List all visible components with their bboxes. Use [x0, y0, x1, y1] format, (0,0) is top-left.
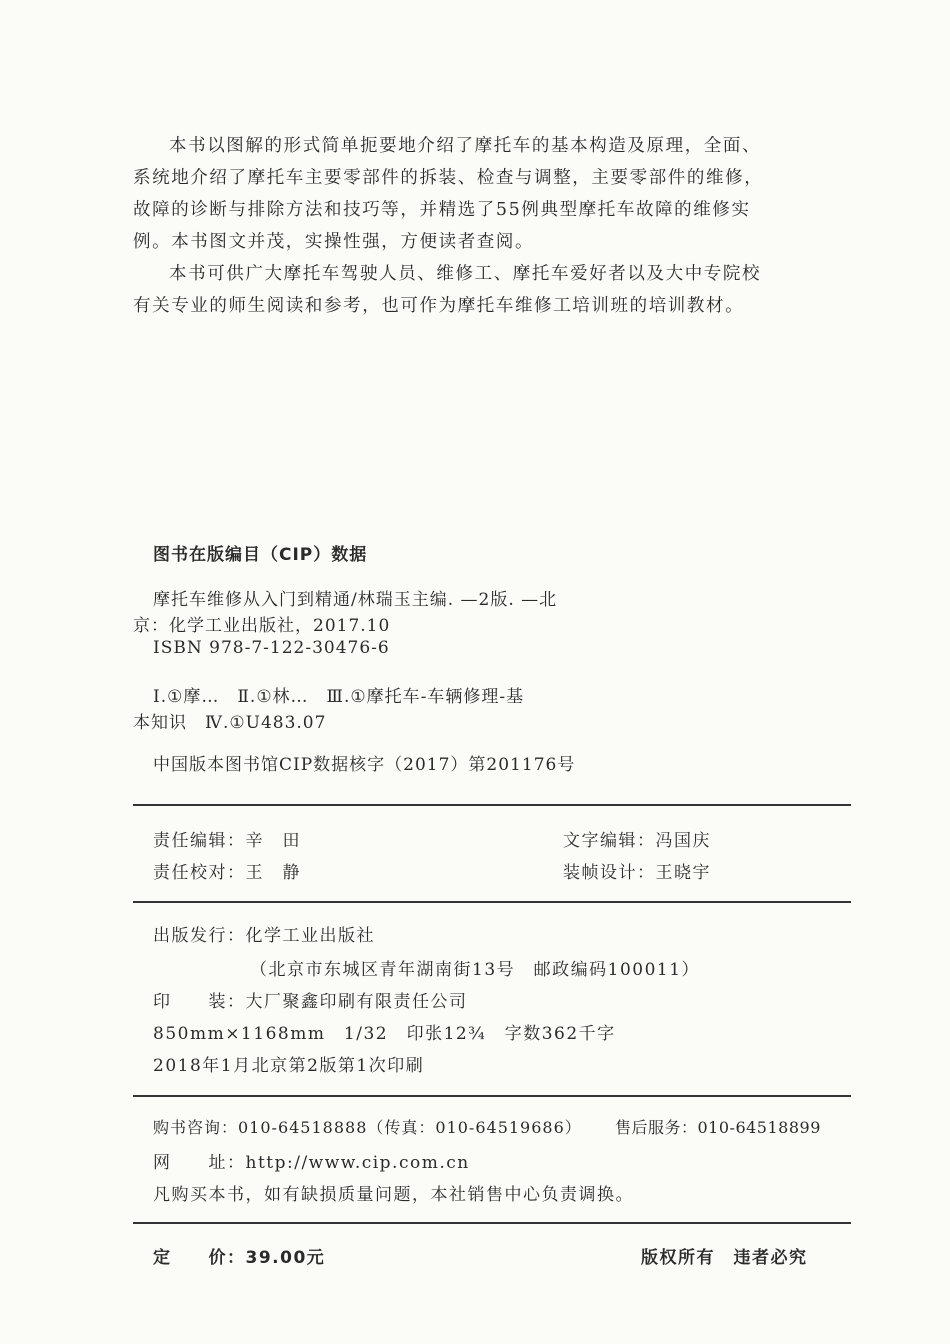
proofreader: 责任校对：王 静 [153, 863, 301, 883]
responsible-editor: 责任编辑：辛 田 [153, 831, 301, 851]
cip-classification-2: 本知识 Ⅳ.①U483.07 [133, 713, 327, 733]
after-sales-service: 售后服务：010-64518899 [615, 1118, 821, 1137]
intro-paragraph-2 [133, 258, 855, 322]
book-format: 850mm×1168mm 1/32 印张12¾ 字数362千字 [153, 1024, 616, 1044]
publisher-issuer: 出版发行：化学工业出版社 [153, 926, 375, 946]
intro-line: 本书以图解的形式简单扼要地介绍了摩托车的基本构造及原理，全面、 [169, 136, 762, 156]
divider [133, 804, 851, 806]
intro-line: 有关专业的师生阅读和参考，也可作为摩托车维修工培训班的培训教材。 [133, 296, 745, 316]
cip-title: 图书在版编目（CIP）数据 [153, 545, 368, 565]
divider [133, 1222, 851, 1224]
publisher-address: （北京市东城区青年湖南街13号 邮政编码100011） [250, 960, 701, 980]
intro-line: 本书可供广大摩托车驾驶人员、维修工、摩托车爱好者以及大中专院校 [169, 264, 762, 284]
cip-verification-number: 中国版本图书馆CIP数据核字（2017）第201176号 [153, 755, 576, 775]
divider [133, 1095, 851, 1097]
divider [133, 901, 851, 903]
price: 定 价：39.00元 [153, 1248, 326, 1268]
text-editor: 文字编辑：冯国庆 [563, 831, 711, 851]
intro-line: 例。本书图文并茂，实操性强，方便读者查阅。 [133, 232, 535, 252]
purchase-contact: 购书咨询：010-64518888（传真：010-64519686） [153, 1118, 582, 1137]
cip-line-2: 京：化学工业出版社，2017.10 [133, 616, 391, 636]
copyright-notice: 版权所有 违者必究 [641, 1248, 808, 1268]
cip-isbn: ISBN 978-7-122-30476-6 [153, 638, 390, 658]
cip-line-1: 摩托车维修从入门到精通/林瑞玉主编. —2版. —北 [153, 590, 558, 610]
printer: 印 装：大厂聚鑫印刷有限责任公司 [153, 992, 468, 1012]
intro-line: 系统地介绍了摩托车主要零部件的拆装、检查与调整，主要零部件的维修， [133, 168, 764, 188]
cip-classification-1: Ⅰ.①摩… Ⅱ.①林… Ⅲ.①摩托车-车辆修理-基 [153, 687, 525, 707]
return-notice: 凡购买本书，如有缺损质量问题，本社销售中心负责调换。 [153, 1185, 634, 1205]
website: 网 址：http://www.cip.com.cn [153, 1153, 470, 1173]
intro-paragraph-1 [133, 130, 855, 258]
edition-info: 2018年1月北京第2版第1次印刷 [153, 1056, 425, 1076]
intro-line: 故障的诊断与排除方法和技巧等，并精选了55例典型摩托车故障的维修实 [133, 200, 751, 220]
cover-designer: 装帧设计：王晓宇 [563, 863, 711, 883]
